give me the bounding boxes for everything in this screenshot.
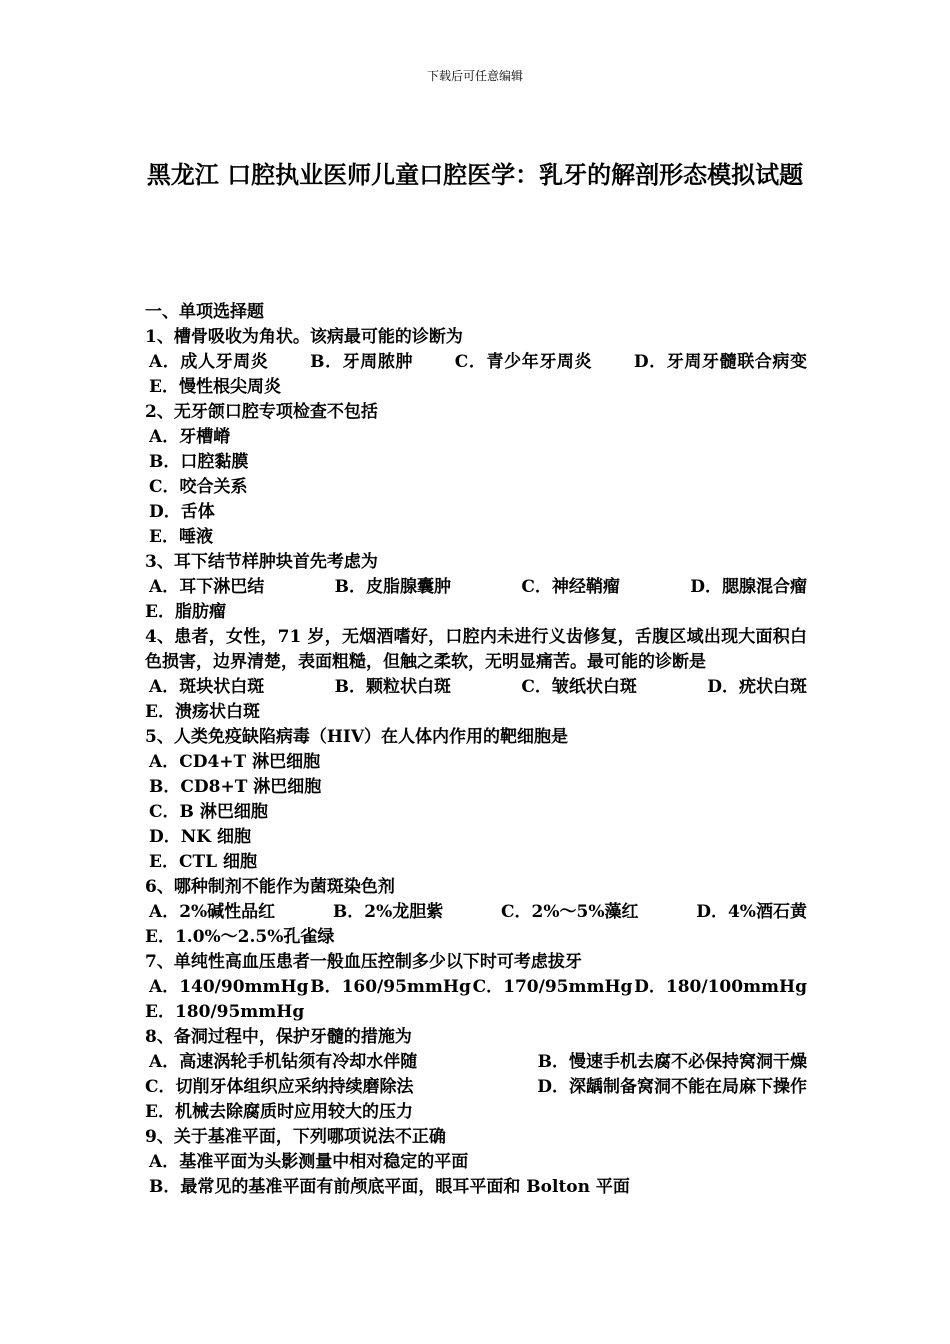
question-9-stem: 9、关于基准平面，下列哪项说法不正确 [145,1127,446,1147]
question-8-stem: 8、备洞过程中，保护牙髓的措施为 [145,1027,412,1047]
header-note: 下载后可任意编辑 [426,69,523,83]
question-6-stem: 6、哪种制剂不能作为菌斑染色剂 [145,877,395,897]
question-7-option-d: D．180/100mmHg [634,977,807,997]
question-6-option-c: C．2%～5%藻红 [501,902,639,922]
question-6-option-b: B．2%龙胆紫 [332,902,444,922]
question-2-option-d: D．舌体 [149,502,215,522]
question-3-option-e: E．脂肪瘤 [145,602,226,622]
question-5-option-a: A．CD4+T 淋巴细胞 [149,752,321,772]
question-5-stem: 5、人类免疫缺陷病毒（HIV）在人体内作用的靶细胞是 [145,727,569,747]
question-4-option-e: E．溃疡状白斑 [145,702,260,722]
question-5-option-e: E．CTL 细胞 [149,852,258,872]
question-7-option-c: C．170/95mmHg [472,977,633,997]
question-6-option-a: A．2%碱性品红 [149,902,276,922]
question-5-option-b: B．CD8+T 淋巴细胞 [149,777,322,797]
question-7-option-a: A．140/90mmHg [149,977,309,997]
question-8-option-d: D．深龋制备窝洞不能在局麻下操作 [537,1077,807,1097]
question-3-option-a: A．耳下淋巴结 [149,577,265,597]
question-8-options-row-1 [145,1050,807,1075]
question-8-option-c: C．切削牙体组织应采纳持续磨除法 [145,1077,414,1097]
question-6-option-e: E．1.0%～2.5%孔雀绿 [145,927,335,947]
question-9-option-b: B．最常见的基准平面有前颅底平面，眼耳平面和 Bolton 平面 [149,1177,630,1197]
question-4-option-c: C．皱纸状白斑 [521,677,637,697]
question-8-option-b: B．慢速手机去腐不必保持窝洞干燥 [537,1052,807,1072]
question-2-option-b: B．口腔黏膜 [149,452,249,472]
question-3-options-row [145,575,807,600]
question-3-option-b: B．皮脂腺囊肿 [334,577,451,597]
question-7-option-e: E．180/95mmHg [145,1002,305,1022]
question-5-option-d: D．NK 细胞 [149,827,251,847]
question-5-option-c: C．B 淋巴细胞 [149,802,268,822]
question-3-option-d: D．腮腺混合瘤 [690,577,807,597]
question-8-option-e: E．机械去除腐质时应用较大的压力 [145,1102,413,1122]
question-1-stem: 1、槽骨吸收为角状。该病最可能的诊断为 [145,327,463,347]
question-2-option-a: A．牙槽嵴 [149,427,231,447]
question-4-option-d: D．疣状白斑 [707,677,807,697]
question-4-options-row [145,675,807,700]
document-body [145,300,847,1200]
document-title: 黑龙江 口腔执业医师儿童口腔医学：乳牙的解剖形态模拟试题 [146,161,804,189]
question-9-option-a: A．基准平面为头影测量中相对稳定的平面 [149,1152,469,1172]
question-6-option-d: D．4%酒石黄 [696,902,807,922]
question-8-options-row-2 [145,1075,807,1100]
section-heading: 一、单项选择题 [145,302,264,322]
question-2-stem: 2、无牙颌口腔专项检查不包括 [145,402,378,422]
question-2-option-e: E．唾液 [149,527,213,547]
question-7-option-b: B．160/95mmHg [310,977,471,997]
question-3-option-c: C．神经鞘瘤 [521,577,620,597]
question-3-stem: 3、耳下结节样肿块首先考虑为 [145,552,378,572]
question-2-option-c: C．咬合关系 [149,477,248,497]
question-4-stem: 4、患者，女性，71 岁，无烟酒嗜好，口腔内未进行义齿修复，舌腹区域出现大面积白色损害，边界清楚，表面粗糙，但触之柔软，无明显痛苦。最可能的诊断是 [145,627,807,672]
question-7-options-row [145,975,807,1000]
question-1-options: A．成人牙周炎 B．牙周脓肿 C．青少年牙周炎 D．牙周牙髓联合病变 E．慢性根尖周炎 [149,352,847,397]
question-6-options-row [145,900,807,925]
question-7-stem: 7、单纯性高血压患者一般血压控制多少以下时可考虑拔牙 [145,952,582,972]
question-4-option-b: B．颗粒状白斑 [334,677,451,697]
question-8-option-a: A．高速涡轮手机钻须有冷却水伴随 [149,1052,418,1072]
question-4-option-a: A．斑块状白斑 [149,677,265,697]
